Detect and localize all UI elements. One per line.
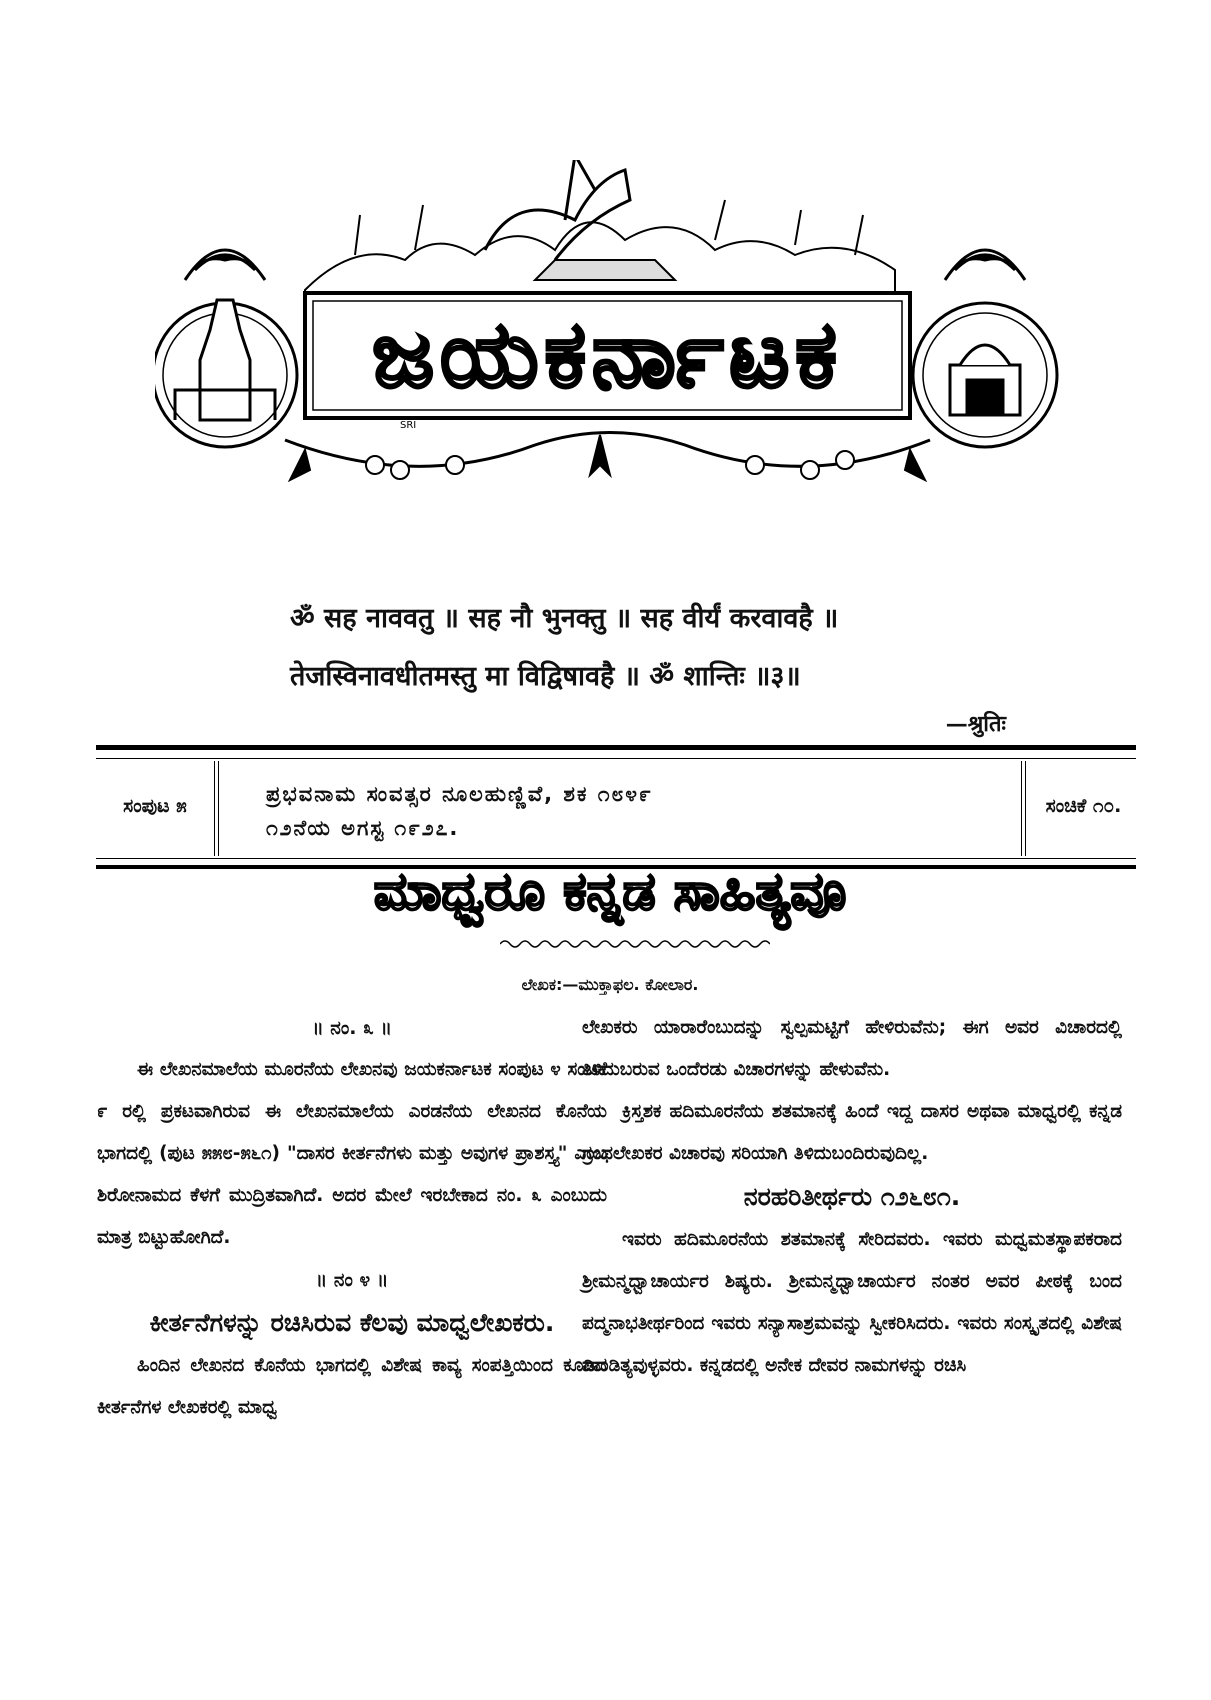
title-ornament: [500, 938, 770, 950]
masthead: [155, 160, 1060, 515]
paragraph: ಹಿಂದಿನ ಲೇಖನದ ಕೊನೆಯ ಭಾಗದಲ್ಲಿ ವಿಶೇಷ ಕಾವ್ಯ ಸಂಪತ್ತಿಯಿಂದ ಕೂಡಿದ ಕೀರ್ತನೆಗಳ ಲೇಖಕರಲ್ಲಿ ಮಾಧ್ವ: [97, 1355, 607, 1418]
artist-signature: SRI: [400, 420, 417, 431]
article-byline: ಲೇಖಕ:—ಮುಕ್ತಾಫಲ. ಕೋಲಾರ.: [521, 975, 699, 994]
section-number-3: ॥ ನಂ. ೩ ॥: [312, 1017, 392, 1039]
section-subheading: ಕೀರ್ತನೆಗಳನ್ನು ರಚಿಸಿರುವ ಕೆಲವು ಮಾಧ್ವಲೇಖಕರು.: [149, 1308, 555, 1337]
issue-date-line-1: ಪ್ರಭವನಾಮ ಸಂವತ್ಸರ ನೂಲಹುಣ್ಣಿವೆ, ಶಕ ೧೮೪೯: [266, 782, 653, 806]
section-subheading: ನರಹರಿತೀರ್ಥರು ೧೨೬೮೧.: [743, 1182, 961, 1211]
mantra-source: —श्रुतिः: [945, 711, 1006, 737]
issue-date-line-2: ೧೨ನೆಯ ಅಗಸ್ಟ ೧೯೨೭.: [266, 816, 460, 840]
band-divider-left: [214, 761, 219, 856]
mantra-line-2: तेजस्विनावधीतमस्तु मा विद्विषावहै ॥ ॐ शान्तिः ॥३॥: [290, 661, 801, 692]
issue-date: [266, 777, 1026, 845]
issue-number: ಸಂಚಿಕೆ ೧೦.: [1045, 795, 1122, 817]
paragraph: ಇವರು ಹದಿಮೂರನೆಯ ಶತಮಾನಕ್ಕೆ ಸೇರಿದವರು. ಇವರು ಮಧ್ವಮತಸ್ಥಾಪಕರಾದ ಶ್ರೀಮನ್ಮಧ್ವಾಚಾರ್ಯರ ಶಿಷ್ಯರು. ಶ್ರೀಮನ್ಮಧ್ವಾಚಾರ್ಯರ ನಂತರ ಅವರ ಪೀಠಕ್ಕೆ ಬಂದ ಪದ್ಮನಾಭತೀರ್ಥರಿಂದ ಇವರು ಸನ್ಯಾಸಾಶ್ರಮವನ್ನು ಸ್ವೀಕರಿಸಿದರು. ಇವರು ಸಂಸ್ಕೃತದಲ್ಲಿ ವಿಶೇಷ ಪಾಂಡಿತ್ಯವುಳ್ಳವರು. ಕನ್ನಡದಲ್ಲಿ ಅನೇಕ ದೇವರ ನಾಮಗಳನ್ನು ರಚಿಸಿ: [582, 1229, 1122, 1376]
mantra-line-1: ॐ सह नाववतु ॥ सह नौ भुनक्तु ॥ सह वीर्यं करवावहै ॥: [290, 603, 839, 634]
newspaper-title: ಜಯಕರ್ನಾಟಕ: [372, 300, 843, 408]
paragraph: ಈ ಲೇಖನಮಾಲೆಯ ಮೂರನೆಯ ಲೇಖನವು ಜಯಕರ್ನಾಟಕ ಸಂಪುಟ ೪ ಸಂಚಿಕೆ ೯ ರಲ್ಲಿ ಪ್ರಕಟವಾಗಿರುವ ಈ ಲೇಖನಮಾಲೆಯ ಎರಡನೆಯ ಲೇಖನದ ಕೊನೆಯ ಭಾಗದಲ್ಲಿ (ಪುಟ ೫೫೮-೫೬೧) "ದಾಸರ ಕೀರ್ತನೆಗಳು ಮತ್ತು ಅವುಗಳ ಪ್ರಾಶಸ್ತ್ಯ" ಎಂಬ ಶಿರೋನಾಮದ ಕೆಳಗೆ ಮುದ್ರಿತವಾಗಿದೆ. ಅದರ ಮೇಲೆ ಇರಬೇಕಾದ ನಂ. ೩ ಎಂಬುದು ಮಾತ್ರ ಬಿಟ್ಟುಹೋಗಿದೆ.: [97, 1059, 607, 1248]
issue-info-band: [96, 745, 1136, 869]
section-number-4: ॥ ನಂ ೪ ॥: [315, 1269, 389, 1291]
right-column: [582, 1007, 1122, 1387]
left-column: [97, 1007, 607, 1429]
article-title: ಮಾಧ್ವರೂ ಕನ್ನಡ ಸಾಹಿತ್ಯವೂ: [373, 862, 847, 922]
band-frame: [96, 758, 1136, 859]
temple-medallion: [155, 250, 297, 447]
paragraph: ಲೇಖಕರು ಯಾರಾರೆಂಬುದನ್ನು ಸ್ವಲ್ಪಮಟ್ಟಿಗೆ ಹೇಳಿರುವೆನು; ಈಗ ಅವರ ವಿಚಾರದಲ್ಲಿ ತಿಳಿದುಬರುವ ಒಂದೆರಡು ವಿಚಾರಗಳನ್ನು ಹೇಳುವೆನು.: [582, 1017, 1122, 1080]
volume-number: ಸಂಪುಟ ೫: [123, 795, 187, 817]
dome-medallion: [913, 250, 1057, 447]
paragraph: ಕ್ರಿಸ್ತಶಕ ಹದಿಮೂರನೆಯ ಶತಮಾನಕ್ಕೆ ಹಿಂದೆ ಇದ್ದ ದಾಸರ ಅಥವಾ ಮಾಧ್ವರಲ್ಲಿ ಕನ್ನಡ ಗ್ರಂಥಲೇಖಕರ ವಿಚಾರವು ಸರಿಯಾಗಿ ತಿಳಿದುಬಂದಿರುವುದಿಲ್ಲ.: [582, 1101, 1122, 1164]
